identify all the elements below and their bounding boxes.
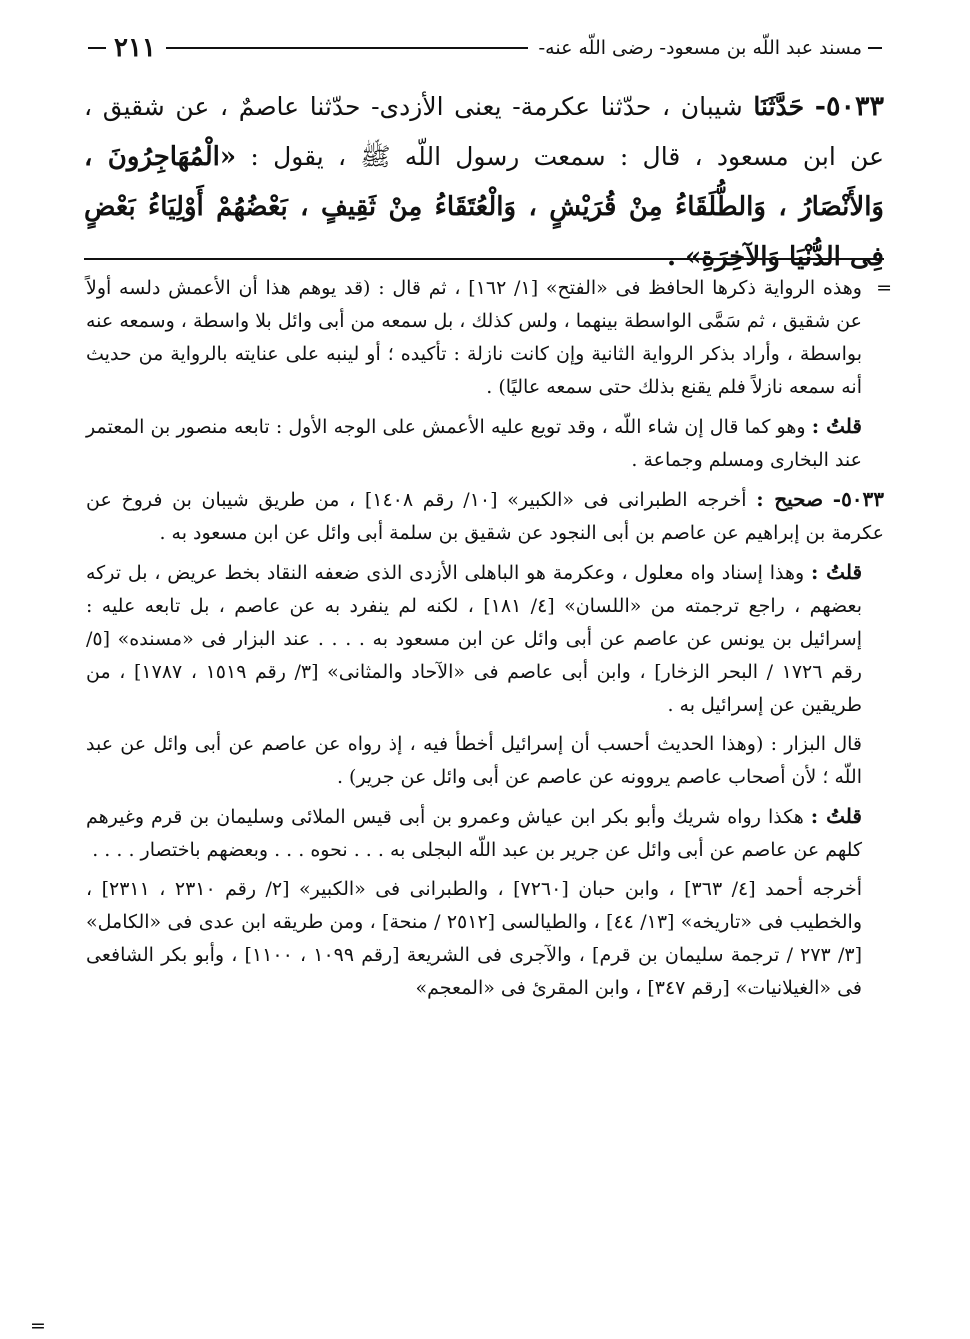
header-lead-dash	[868, 47, 882, 49]
footnote-hadith-number: ٥٠٣٣-	[832, 487, 885, 511]
footnote-paragraph-6	[86, 800, 884, 867]
hadith-text	[84, 82, 884, 282]
hadith-haddathana: حَدَّثَنَا	[753, 92, 805, 121]
footnote-paragraph-5	[86, 728, 884, 794]
running-title: مسند عبد اللّه بن مسعود- رضى اللّه عنه-	[538, 37, 862, 59]
footnote-verdict: صحيح :	[756, 487, 824, 511]
footnote-text-2: وهو كما قال إن شاء اللّه ، وقد تويع عليه الأعمش على الوجه الأول : تابعه منصور بن المعتمر عند البخارى ومسلم وجماعة .	[86, 416, 862, 471]
footnote-text-3: أخرجه الطبرانى فى «الكبير» [١٠/ رقم ١٤٠٨] ، من طريق شيبان بن فروخ عن عكرمة بن إبراهيم عن عاصم بن أبى النجود عن شقيق بن سلمة أبى وائل عن ابن مسعود به .	[86, 489, 884, 544]
hadith-number: ٥٠٣٣-	[814, 91, 884, 122]
footnote-text-1: وهذه الرواية ذكرها الحافظ فى «الفتح» [١/ ١٦٢] ، ثم قال : (قد يوهم هذا أن الأعمش دلسه أولاً عن شقيق ، ثم سَمَّى الواسطة بينهما ، ولس كذلك ، بل سمعه من أبى وائل بلا واسطة ، وسمعه عنه بواسطة ، وأراد بذكر الرواية الثانية وإن كانت نازلة : تأكيده ؛ أو لينبه على عنايته بالرواية من حديث أنه سمعه نازلاً فلم يقنع بذلك حتى سمعه عاليًا) .	[86, 277, 862, 398]
qultu-label: قلتُ :	[810, 804, 862, 828]
footnote-text-4: وهذا إسناد واه معلول ، وعكرمة هو الباهلى الأزدى الذى ضعفه النقاد بخط عريض ، بل تركه بعضهم ، راجع ترجمته من «اللسان» [٤/ ١٨١] ، لكنه لم ينفرد به عن عاصم ، بل تابعه عليه : إسرائيل بن يونس عن عاصم عن أبى وائل عن ابن مسعود به . . . . عند البزار فى «مسنده» [٥/ رقم ١٧٢٦ / البحر الزخار] ، وابن أبى عاصم فى «الآحاد والمثانى» [٣/ رقم ١٥١٩ ، ١٧٨٧] ، من طريقين عن إسرائيل به .	[86, 562, 862, 716]
header-rule	[166, 47, 528, 49]
footnote-paragraph-3	[86, 483, 884, 550]
footnote-text-6: هكذا رواه شريك وأبو بكر ابن عياش وعمرو بن أبى قيس الملائى وسليمان بن قرم وغيرهم كلهم عن عاصم عن أبى وائل عن جرير بن عبد اللّه البجلى به . . . نحوه . . . وبعضهم باختصار . . . .	[86, 806, 862, 861]
qultu-label: قلتُ :	[811, 560, 863, 584]
footnote-text-5: قال البزار : (وهذا الحديث أحسب أن إسرائيل أخطأ فيه ، إذ رواه عن عاصم عن أبى وائل عن عبد اللّه ؛ لأن أصحاب عاصم يروونه عن عاصم عن أبى وائل عن جرير) .	[86, 733, 862, 788]
footnote-paragraph-2	[86, 410, 884, 477]
hadith-isnad: شيبان ، حدّثنا عكرمة- يعنى الأزدى- حدّثنا عاصمٌ ، عن شقيق ، عن ابن مسعود ، قال : سمعت رسول اللّه ﷺ ، يقول :	[84, 92, 885, 171]
continuation-mark: =	[876, 277, 892, 299]
hadith-matn: «الْمُهَاجِرُونَ ، وَالأَنْصَارُ ، وَالطُّلَقَاءُ مِنْ قُرَيْشٍ ، وَالْعُتَقَاءُ مِنْ ثَقِيفٍ ، بَعْضُهُمْ أَوْلِيَاءُ بَعْضٍ فِى الدُّنْيَا وَالآخِرَةِ» .	[84, 142, 884, 272]
footnote-paragraph-1	[86, 272, 892, 404]
header-trail-dash	[88, 47, 106, 49]
running-header	[88, 28, 882, 68]
footnote-divider	[84, 258, 884, 260]
footnote-paragraph-7	[86, 873, 884, 1005]
footnote-text-7: أخرجه أحمد [٤/ ٣٦٣] ، وابن حبان [٧٢٦٠] ، والطبرانى فى «الكبير» [٢/ رقم ٢٣١٠ ، ٢٣١١] ، والخطيب فى «تاريخه» [١٣/ ٤٤] ، والطيالسى [٢٥١٢ / منحة] ، ومن طريقه ابن عدى فى «الكامل» [٣/ ٢٧٣ / ترجمة سليمان بن قرم] ، والآجرى فى الشريعة [رقم ١٠٩٩ ، ١١٠٠] ، وأبو بكر الشافعى فى «الغيلانيات» [رقم ٣٤٧] ، وابن المقرئ فى «المعجم»	[86, 878, 862, 999]
page-number: ٢١١	[114, 33, 156, 63]
footnote-paragraph-4	[86, 556, 884, 722]
trailing-continuation-mark: =	[30, 1315, 46, 1337]
qultu-label: قلتُ :	[811, 414, 862, 438]
footnotes	[86, 272, 892, 1011]
